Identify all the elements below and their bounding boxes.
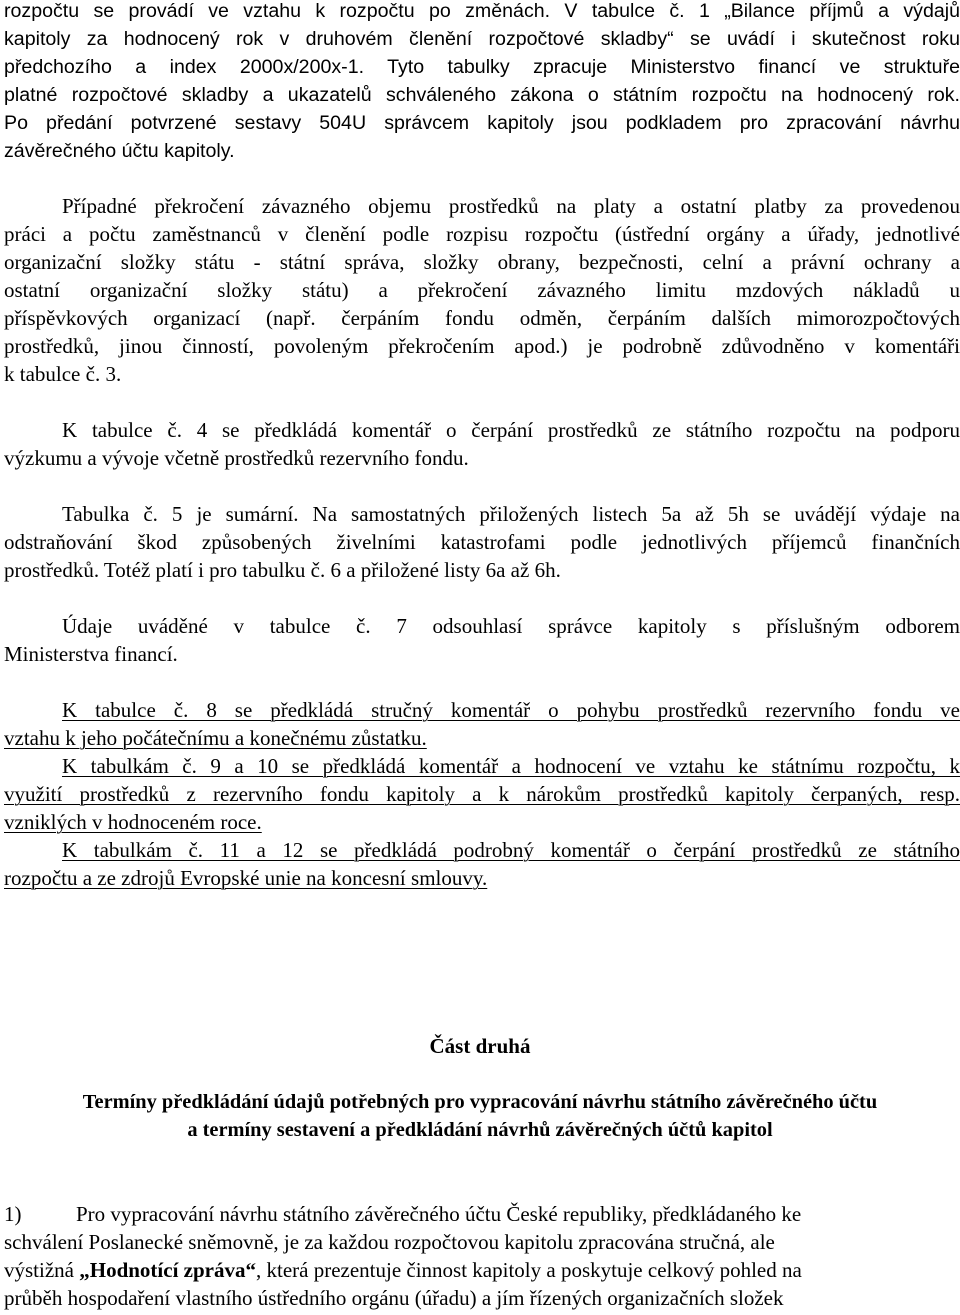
text-line [4, 1258, 802, 1283]
text-span: výstižná [4, 1258, 80, 1282]
text-line: využití prostředků z rezervního fondu kapitoly a k nárokům prostředků kapitoly čerpaných, resp. [4, 782, 960, 806]
text-line: K tabulkám č. 9 a 10 se předkládá komentář a hodnocení ve vztahu ke státnímu rozpočtu, k [62, 754, 960, 778]
item-number: 1) [4, 1202, 22, 1226]
text-line: příspěvkových organizací (např. čerpáním fondu odměn, čerpáním dalších mimorozpočtových [4, 306, 960, 330]
text-line: Tabulka č. 5 je sumární. Na samostatných přiložených listech 5a až 5h se uvádějí výdaje na [62, 502, 960, 526]
text-line: práci a počtu zaměstnanců v členění podle rozpisu rozpočtu (ústřední orgány a úřady, jednotlivé [4, 222, 960, 246]
text-line: kapitoly za hodnocený rok v druhovém členění rozpočtové skladby“ se uvádí i skutečnost roku [4, 28, 960, 50]
text-line: vztahu k jeho počátečnímu a konečnému zůstatku. [4, 726, 427, 750]
text-line: Po předání potvrzené sestavy 504U správcem kapitoly jsou podkladem pro zpracování návrhu [4, 112, 960, 134]
report-name-bold: „Hodnotící zpráva“ [79, 1258, 256, 1282]
text-line: platné rozpočtové skladby a ukazatelů schváleného zákona o státním rozpočtu na hodnocený rok. [4, 84, 960, 106]
text-line: schválení Poslanecké sněmovně, je za každou rozpočtovou kapitolu zpracována stručná, ale [4, 1230, 775, 1254]
text-line: prostředků, jinou činností, povoleným překročením apod.) je podrobně zdůvodněno v komentáři [4, 334, 960, 358]
text-line: ostatní organizační složky státu) a překročení závazného limitu mzdových nákladů u [4, 278, 960, 302]
text-line: průběh hospodaření vlastního ústředního orgánu (úřadu) a jím řízených organizačních složek [4, 1286, 784, 1310]
text-line: K tabulce č. 8 se předkládá stručný komentář o pohybu prostředků rezervního fondu ve [62, 698, 960, 722]
text-line: vzniklých v hodnoceném roce. [4, 810, 262, 834]
text-line: organizační složky státu - státní správa, složky obrany, bezpečnosti, celní a právní ochrany a [4, 250, 960, 274]
text-line: prostředků. Totéž platí i pro tabulku č. 6 a přiložené listy 6a až 6h. [4, 558, 561, 582]
text-line: Případné překročení závazného objemu prostředků na platy a ostatní platby za provedenou [62, 194, 960, 218]
text-line: Pro vypracování návrhu státního závěrečného účtu České republiky, předkládaného ke [76, 1202, 802, 1226]
text-line: K tabulce č. 4 se předkládá komentář o čerpání prostředků ze státního rozpočtu na podporu [62, 418, 960, 442]
text-line: rozpočtu a ze zdrojů Evropské unie na koncesní smlouvy. [4, 866, 488, 890]
part-title: Část druhá [429, 1034, 531, 1058]
section-heading-line: Termíny předkládání údajů potřebných pro vypracování návrhu státního závěrečného účtu [82, 1091, 878, 1113]
text-line: k tabulce č. 3. [4, 362, 122, 386]
text-line: Údaje uváděné v tabulce č. 7 odsouhlasí správce kapitoly s příslušným odborem [62, 614, 960, 638]
text-line: K tabulkám č. 11 a 12 se předkládá podrobný komentář o čerpání prostředků ze státního [62, 838, 960, 862]
text-line: Ministerstva financí. [4, 642, 178, 666]
section-heading-line: a termíny sestavení a předkládání návrhů závěrečných účtů kapitol [187, 1119, 773, 1141]
text-line: závěrečného účtu kapitoly. [4, 140, 235, 162]
text-span: , která prezentuje činnost kapitoly a poskytuje celkový pohled na [255, 1258, 802, 1282]
text-line: výzkumu a vývoje včetně prostředků rezervního fondu. [4, 446, 469, 470]
text-line: předchozího a index 2000x/200x-1. Tyto tabulky zpracuje Ministerstvo financí ve struktuře [4, 56, 960, 78]
text-line: rozpočtu se provádí ve vztahu k rozpočtu po změnách. V tabulce č. 1 „Bilance příjmů a výdajů [4, 0, 960, 22]
text-line: odstraňování škod způsobených živelními katastrofami podle jednotlivých příjemců finančních [4, 530, 960, 554]
